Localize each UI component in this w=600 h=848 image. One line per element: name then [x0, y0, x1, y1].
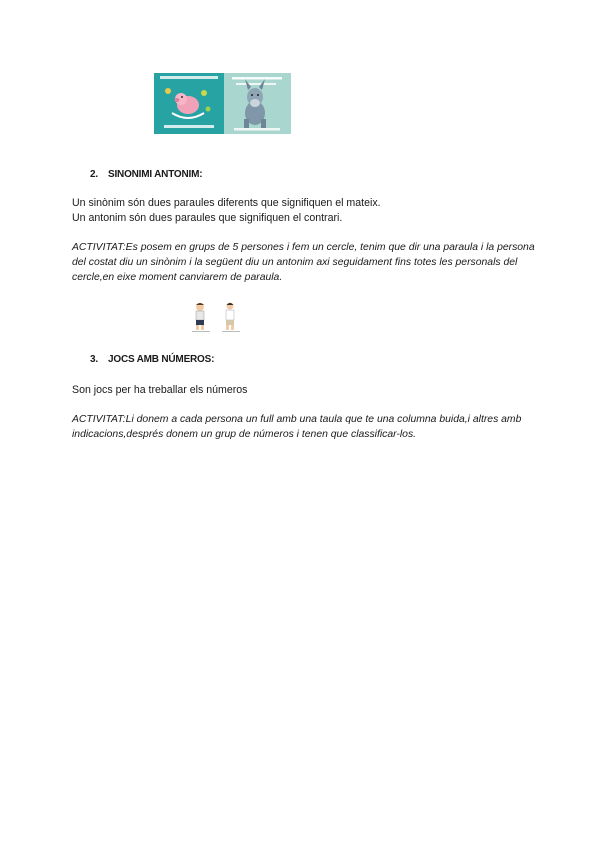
- activity-text: ACTIVITAT:Li donem a cada persona un full amb una taula que te una columna buida,i altres amb indicacions,després donem un grup de números i tenen que classificar-los.: [72, 414, 522, 440]
- paragraph-line: Un sinònim són dues paraules diferents que signifiquen el mateix.: [72, 197, 381, 209]
- section-title: JOCS AMB NÚMEROS:: [108, 354, 215, 365]
- section-number: 2.: [90, 169, 98, 180]
- two-cartoon-kids-illustration: [190, 301, 248, 333]
- paragraph-line: Un antonim són dues paraules que signifiquen el contrari.: [72, 212, 343, 224]
- activity-text: ACTIVITAT:Es posem en grups de 5 persones i fem un cercle, tenim que dir una paraula i la persona del costat diu un sinònim i la següent diu un antonim axi seguidament fins totes les personals del cercle,en eixe moment canviarem de paraula.: [72, 242, 535, 283]
- pig-with-birds-illustration: [154, 73, 224, 134]
- section-heading-jocs: [90, 354, 214, 365]
- section-heading-sinonim: [90, 169, 202, 180]
- cartoon-donkey-illustration: [224, 73, 291, 134]
- top-illustration: [154, 73, 291, 134]
- section-number: 3.: [90, 354, 98, 365]
- paragraph-line: Son jocs per ha treballar els números: [72, 384, 248, 396]
- section-title: SINONIMI ANTONIM:: [108, 169, 203, 180]
